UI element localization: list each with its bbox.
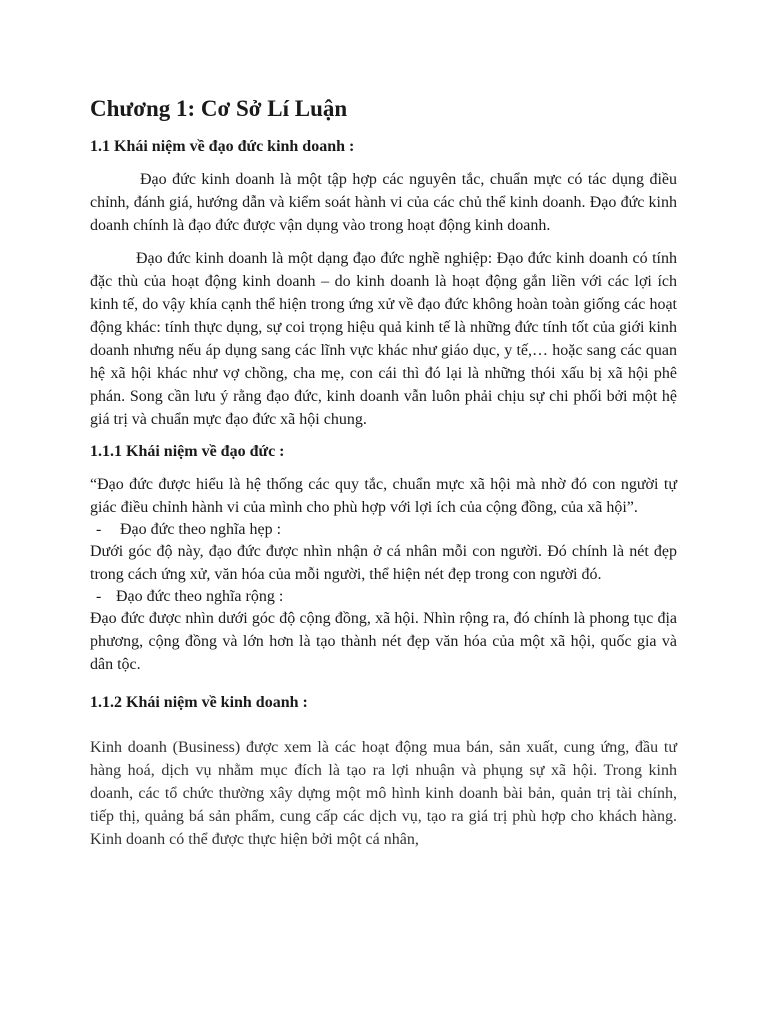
list-item-label: Đạo đức theo nghĩa hẹp : bbox=[120, 521, 282, 538]
paragraph-business-ethics-profession: Đạo đức kinh doanh là một dạng đạo đức nghề nghiệp: Đạo đức kinh doanh có tính đặc thù của hoạt động kinh doanh – do kinh doanh là hoạt động gắn liền với các lợi ích kinh tế, do vậy khía cạnh thể hiện trong ứng xử về đạo đức không hoàn toàn giống các hoạt động khác: tính thực dụng, sự coi trọng hiệu quả kinh tế là những đức tính tốt của giới kinh doanh nhưng nếu áp dụng sang các lĩnh vực khác như giáo dục, y tế,… hoặc sang các quan hệ xã hội khác như vợ chồng, cha mẹ, con cái thì đó lại là những thói xấu bị xã hội phê phán. Song cần lưu ý rằng đạo đức, kinh doanh vẫn luôn phải chịu sự chi phối bởi một hệ giá trị và chuẩn mực đạo đức xã hội chung. bbox=[90, 250, 677, 428]
list-item-broad-sense bbox=[90, 586, 677, 607]
ethics-quote: “Đạo đức được hiểu là hệ thống các quy tắc, chuẩn mực xã hội mà nhờ đó con người tự giác điều chỉnh hành vi của mình cho phù hợp với lợi ích của cộng đồng, của xã hội”. bbox=[90, 476, 677, 516]
dash-bullet: - bbox=[96, 521, 102, 538]
document-page bbox=[90, 92, 677, 851]
dash-bullet: - bbox=[96, 588, 102, 605]
paragraph-business-ethics-definition: Đạo đức kinh doanh là một tập hợp các nguyên tắc, chuẩn mực có tác dụng điều chỉnh, đánh giá, hướng dẫn và kiểm soát hành vi của các chủ thể kinh doanh. Đạo đức kinh doanh chính là đạo đức được vận dụng vào trong hoạt động kinh doanh. bbox=[90, 171, 677, 234]
list-item-label: Đạo đức theo nghĩa rộng : bbox=[116, 588, 284, 605]
paragraph-business-definition: Kinh doanh (Business) được xem là các hoạt động mua bán, sản xuất, cung ứng, đầu tư hàng hoá, dịch vụ nhằm mục đích là tạo ra lợi nhuận và phụng sự xã hội. Trong kinh doanh, các tổ chức thường xây dựng một mô hình kinh doanh bài bản, quản trị tài chính, tiếp thị, quảng bá sản phẩm, cung cấp các dịch vụ, tạo ra giá trị phù hợp cho khách hàng. Kinh doanh có thể được thực hiện bởi một cá nhân, bbox=[90, 739, 677, 848]
section-heading-1-1-1: 1.1.1 Khái niệm về đạo đức : bbox=[90, 443, 285, 460]
chapter-title: Chương 1: Cơ Sở Lí Luận bbox=[90, 96, 348, 121]
list-item-narrow-sense bbox=[90, 519, 677, 540]
business-definition-block bbox=[90, 736, 677, 851]
section-heading-1-1-2: 1.1.2 Khái niệm về kinh doanh : bbox=[90, 694, 308, 711]
paragraph-narrow-sense: Dưới góc độ này, đạo đức được nhìn nhận ở cá nhân mỗi con người. Đó chính là nét đẹp trong cách ứng xử, văn hóa của mỗi người, thể hiện nét đẹp trong con người đó. bbox=[90, 543, 677, 583]
paragraph-broad-sense: Đạo đức được nhìn dưới góc độ cộng đồng, xã hội. Nhìn rộng ra, đó chính là phong tục địa phương, cộng đồng và lớn hơn là tạo thành nét đẹp văn hóa của một xã hội, quốc gia và dân tộc. bbox=[90, 610, 677, 673]
section-heading-1-1: 1.1 Khái niệm về đạo đức kinh doanh : bbox=[90, 138, 355, 155]
